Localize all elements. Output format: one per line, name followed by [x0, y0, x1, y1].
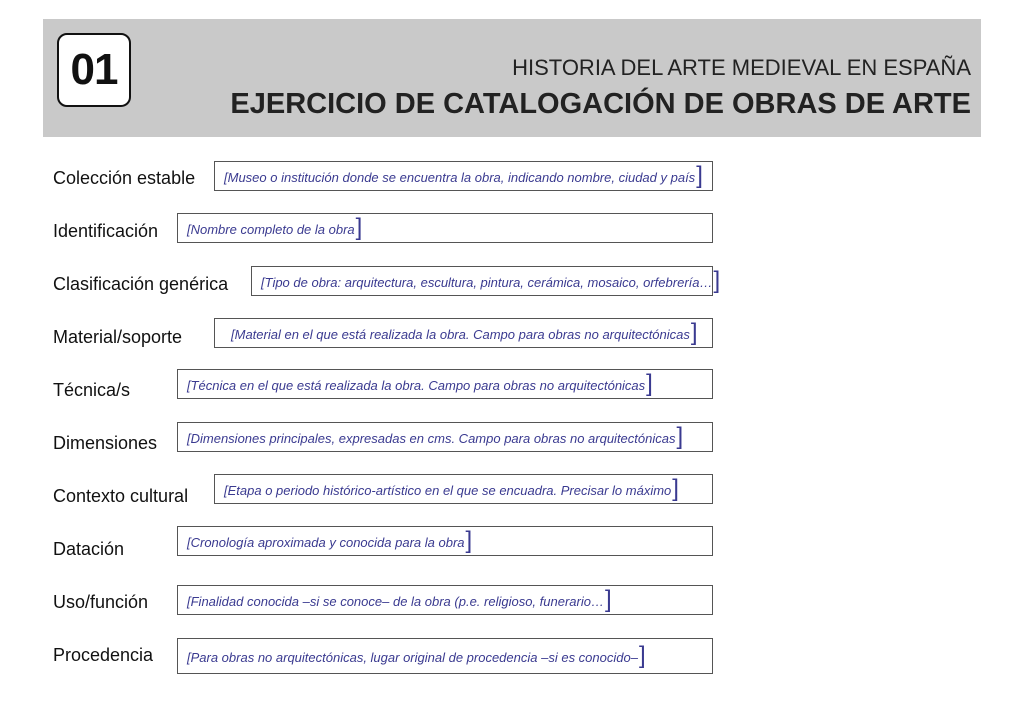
field-placeholder: [Cronología aproximada y conocida para la obra	[187, 534, 465, 550]
field-input-tecnica[interactable]: [Técnica en el que está realizada la obra. Campo para obras no arquitectónicas ]	[177, 369, 713, 399]
field-input-datacion[interactable]: [Cronología aproximada y conocida para la obra ]	[177, 526, 713, 556]
field-placeholder: [Para obras no arquitectónicas, lugar original de procedencia –si es conocido–	[187, 649, 638, 665]
field-label-tecnica: Técnica/s	[53, 380, 131, 400]
field-label-contexto: Contexto cultural	[53, 486, 189, 506]
field-placeholder: [Dimensiones principales, expresadas en cms. Campo para obras no arquitectónicas	[187, 430, 676, 446]
field-label-datacion: Datación	[53, 539, 125, 559]
field-placeholder: [Material en el que está realizada la obra. Campo para obras no arquitectónicas	[231, 326, 690, 342]
field-input-coleccion[interactable]: [Museo o institución donde se encuentra la obra, indicando nombre, ciudad y país ]	[214, 161, 713, 191]
field-label-uso: Uso/función	[53, 592, 149, 612]
field-input-contexto[interactable]: [Etapa o periodo histórico-artístico en el que se encuadra. Precisar lo máximo ]	[214, 474, 713, 504]
field-label-procedencia: Procedencia	[53, 645, 154, 665]
field-input-uso[interactable]: [Finalidad conocida –si se conoce– de la obra (p.e. religioso, funerario… ]	[177, 585, 713, 615]
exercise-number-badge: 01	[57, 33, 131, 107]
field-placeholder: [Finalidad conocida –si se conoce– de la obra (p.e. religioso, funerario…	[187, 593, 604, 609]
field-placeholder: [Museo o institución donde se encuentra la obra, indicando nombre, ciudad y país	[224, 169, 696, 185]
field-label-dimensiones: Dimensiones	[53, 433, 158, 453]
field-input-dimensiones[interactable]: [Dimensiones principales, expresadas en cms. Campo para obras no arquitectónicas ]	[177, 422, 713, 452]
field-label-clasificacion: Clasificación genérica	[53, 274, 229, 294]
field-placeholder: [Nombre completo de la obra	[187, 221, 355, 237]
field-placeholder: [Técnica en el que está realizada la obra. Campo para obras no arquitectónicas	[187, 377, 646, 393]
course-subtitle: HISTORIA DEL ARTE MEDIEVAL EN ESPAÑA	[512, 55, 971, 80]
field-label-coleccion: Colección estable	[53, 168, 196, 188]
field-input-procedencia[interactable]: [Para obras no arquitectónicas, lugar original de procedencia –si es conocido– ]	[177, 638, 713, 674]
field-input-clasificacion[interactable]: [Tipo de obra: arquitectura, escultura, pintura, cerámica, mosaico, orfebrería… ]	[251, 266, 713, 296]
field-label-material: Material/soporte	[53, 327, 183, 347]
page-title: EJERCICIO DE CATALOGACIÓN DE OBRAS DE ARTE	[230, 88, 971, 120]
field-input-material[interactable]: [Material en el que está realizada la obra. Campo para obras no arquitectónicas ]	[214, 318, 713, 348]
field-label-identificacion: Identificación	[53, 221, 159, 241]
field-placeholder: [Tipo de obra: arquitectura, escultura, pintura, cerámica, mosaico, orfebrería…	[261, 274, 713, 290]
field-input-identificacion[interactable]: [Nombre completo de la obra ]	[177, 213, 713, 243]
field-placeholder: [Etapa o periodo histórico-artístico en el que se encuadra. Precisar lo máximo	[224, 482, 672, 498]
